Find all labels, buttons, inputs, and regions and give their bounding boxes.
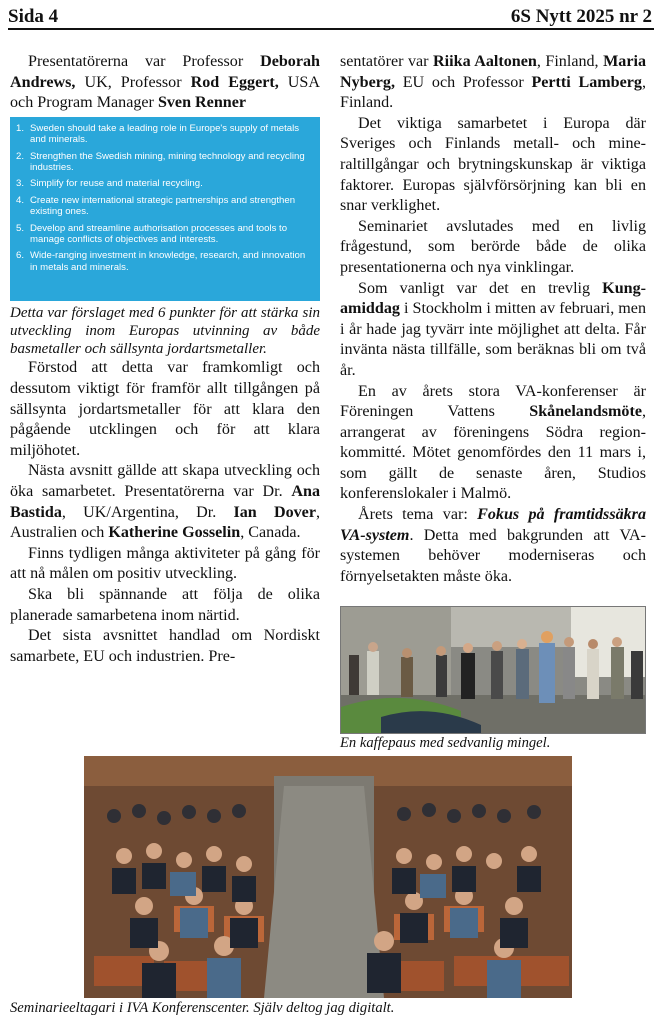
paragraph: Seminariet avslutades med en livlig frågestund, som berörde både de olika presentationerna och nya vinklingar. — [340, 217, 646, 276]
list-item: 4. Create new international strategic partnerships and strengthen existing ones. — [16, 194, 296, 218]
paragraph: Finns tydligen många aktiviteter på gång för att nå målen om positiv utveckling. — [10, 544, 320, 583]
list-item: 6. Wide-ranging investment in knowledge, research, and innovation in metals and minerals. — [16, 250, 306, 273]
left-column — [10, 52, 320, 667]
auditorium-photo — [84, 756, 572, 998]
list-item: 2. Strengthen the Swedish mining, mining technology and recycling industries. — [16, 150, 305, 173]
infobox-caption: Detta var förslaget med 6 punkter för att stärka sin utveckling inom Europas utvinning av både basmetaller och sällsynta jordartsmetaller. — [10, 304, 320, 358]
paragraph: Förstod att detta var framkomligt och dessutom viktigt för framför allt tillgången på sällsynta jordartsmetaller för att klara den pågående utcklingen och för att klara miljöhotet. — [10, 359, 320, 459]
coffee-break-photo — [340, 606, 646, 734]
list-item: 1. Sweden should take a leading role in Europe's supply of metals and minerals. — [16, 122, 300, 146]
paragraph: Årets tema var: Fokus på framtidssäkra VA-system. Detta med bakgrunden att VA-systemen behöver moderniseras och förnyelsetakten måste öka. — [340, 506, 646, 585]
paragraph: sentatörer var Riika Aaltonen, Finland, Maria Nyberg, EU och Professor Pertti Lamberg, Finland. — [340, 53, 647, 112]
six-points-infobox — [10, 117, 320, 301]
right-column — [340, 52, 646, 587]
paragraph: Ska bli spännande att följa de olika planerade samarbetena inom närtid. — [10, 585, 320, 624]
photo-caption: En kaffepaus med sedvanlig mingel. — [340, 735, 551, 751]
paragraph: Det sista avsnittet handlad om Nordiskt samarbete, EU och industrien. Pre- — [10, 627, 320, 665]
paragraph: Nästa avsnitt gällde att skapa utveckling och öka samarbetet. Presentatörerna var Dr. Ana Bastida, UK/Argentina, Dr. Ian Dover, Australien och Katherine Gosselin, Canada. — [10, 462, 320, 542]
paragraph-presenters: Presentatörerna var Professor Deborah Andrews, UK, Professor Rod Eggert, USA och Program Manager Sven Renner — [10, 53, 320, 112]
list-item: 5. Develop and streamline authorisation processes and tools to manage conflicts of objectives and interests. — [16, 222, 288, 246]
paragraph: Som vanligt var det en trevlig Kungamiddag i Stockholm i mitten av februari, men i år hade jag tyvärr inte möjlighet att delta. Får invänta nästa tillfälle, som beräknas bli om två år. — [340, 279, 646, 379]
photo-caption: Seminarieeltagari i IVA Konferenscenter. Själv deltog jag digitalt. — [10, 1000, 395, 1016]
page-number: Sida 4 — [8, 6, 59, 27]
paragraph: En av årets stora VA-konferenser är Föreningen Vattens Skånelandsmöte, arrangerat av föreningens Södra regionkommitté. Mötet genomfördes den 11 mars i, som gällt de senaste åren, Studios konferenslokaler i Malmö. — [340, 382, 646, 503]
paragraph: Det viktiga samarbetet i Europa där Sveriges och Finlands metall- och mineraltillgångar och brytningskunskap är viktiga faktorer. Europas självförsörjning kan bli en snar verklighet. — [340, 114, 646, 215]
issue-title: 6S Nytt 2025 nr 2 — [510, 6, 652, 27]
page-header — [8, 4, 654, 30]
list-item: 3. Simplify for reuse and material recycling. — [16, 178, 203, 190]
